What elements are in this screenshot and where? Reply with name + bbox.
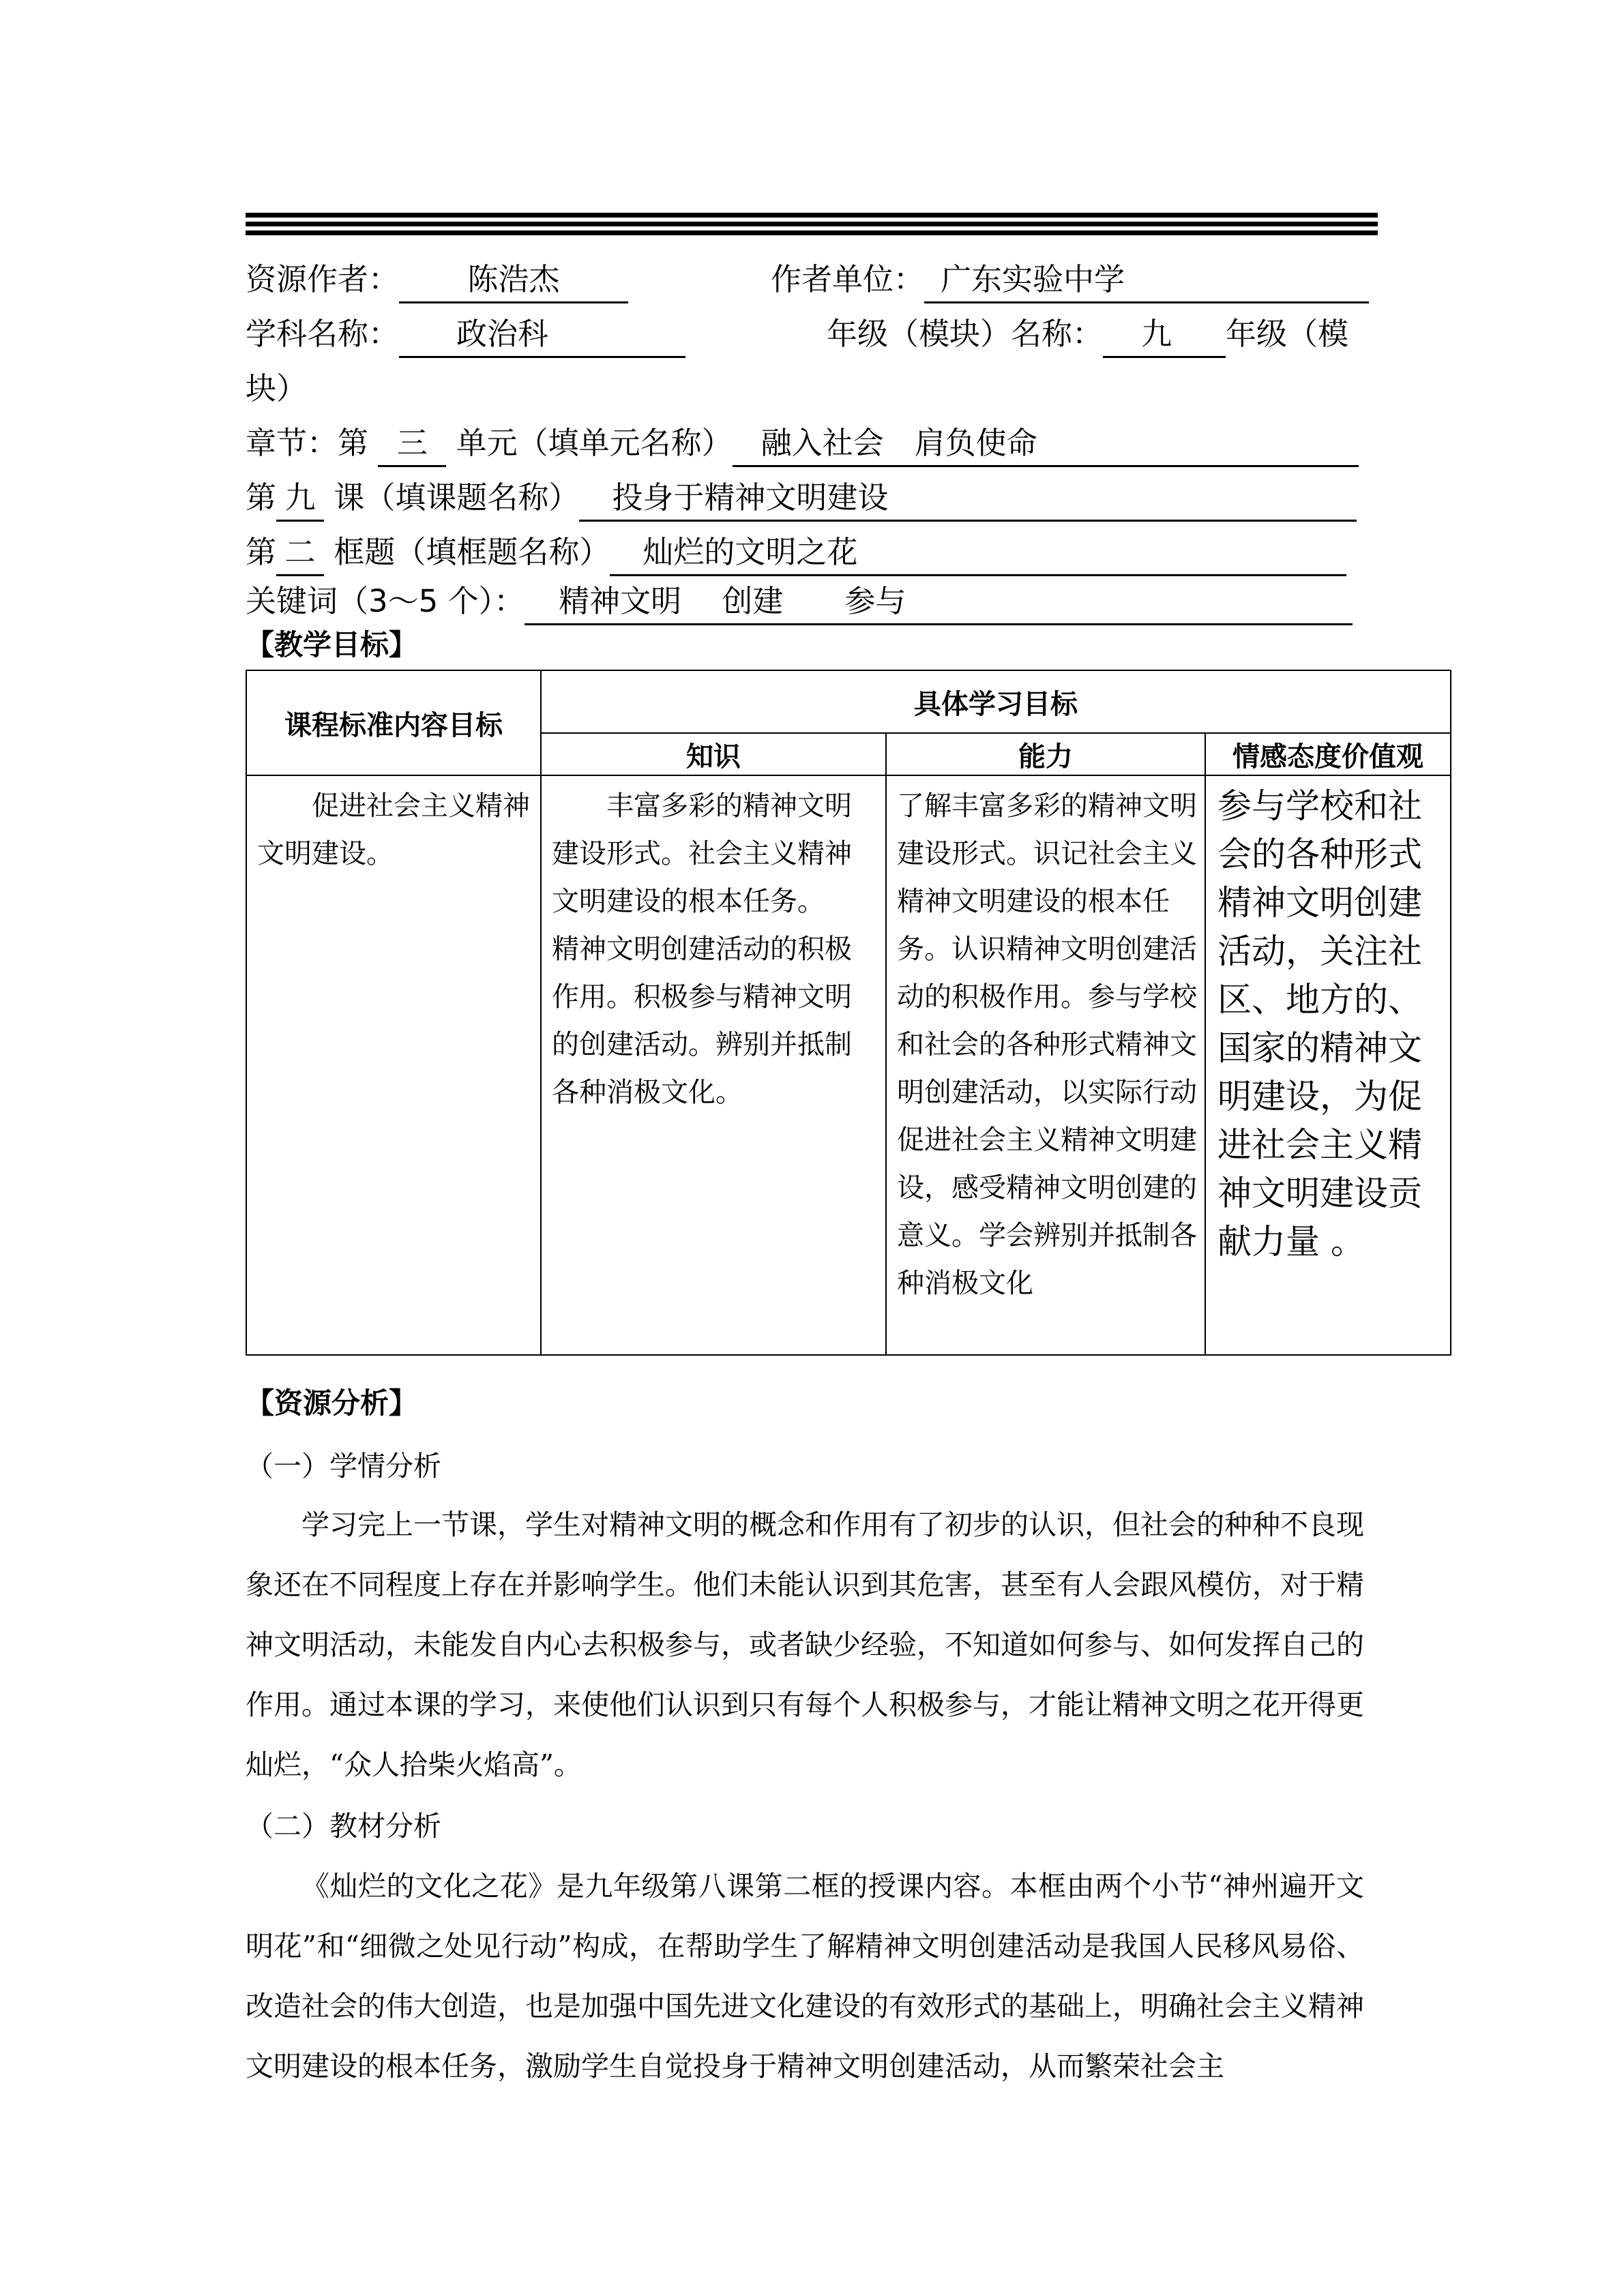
emotion-text: 参与学校和社会的各种形式精神文明创建活动，关注社区、地方的、国家的精神文明建设，为促进社会主义精神文明建设贡献力量 。 <box>1217 786 1422 1262</box>
grade-suffix: 年级（模 <box>1226 316 1349 352</box>
subsection-student-analysis: （一）学情分析 <box>246 1450 441 1482</box>
author-label: 资源作者： <box>246 261 400 297</box>
ability-cell <box>886 775 1205 1355</box>
subject-row <box>246 314 685 358</box>
header-double-rule <box>246 213 1378 239</box>
author-row <box>246 259 628 303</box>
chapter-row <box>246 423 1359 467</box>
knowledge-text-2: 精神文明创建活动的积极作用。积极参与精神文明的创建活动。辨别并抵制各种消极文化。 <box>552 934 852 1108</box>
frame-number: 二 <box>276 532 324 576</box>
frame-prefix: 第 <box>246 534 277 570</box>
textbook-analysis-paragraph: 《灿烂的文化之花》是九年级第八课第二框的授课内容。本框由两个小节“神州遍开文明花”和“细微之处见行动”构成，在帮助学生了解精神文明创建活动是我国人民移风易俗、改造社会的伟大创造，也是加强中国先进文化建设的有效形式的基础上，明确社会主义精神文明建设的根本任务，激励学生自觉投身于精神文明创建活动，从而繁荣社会主 <box>246 1870 1364 2083</box>
chapter-label: 章节：第 <box>246 425 369 461</box>
lesson-prefix: 第 <box>246 479 277 516</box>
lesson-number: 九 <box>276 477 324 522</box>
standard-text: 促进社会主义精神文明建设。 <box>257 790 530 869</box>
keywords-value: 精神文明 创建 参与 <box>525 581 1353 625</box>
chapter-number: 三 <box>378 423 446 467</box>
teaching-goals-table <box>246 670 1451 1356</box>
header-rule-3 <box>246 230 1378 235</box>
student-analysis-paragraph: 学习完上一节课，学生对精神文明的概念和作用有了初步的认识，但社会的种种不良现象还在不同程度上存在并影响学生。他们未能认识到其危害，甚至有人会跟风模仿，对于精神文明活动，未能发自内心去积极参与，或者缺少经验，不知道如何参与、如何发挥自己的作用。通过本课的学习，来使他们认识到只有每个人积极参与，才能让精神文明之花开得更灿烂，“众人拾柴火焰高”。 <box>246 1508 1364 1781</box>
emotion-cell <box>1205 775 1451 1355</box>
lesson-name: 投身于精神文明建设 <box>579 477 1357 522</box>
frame-mid-text: 框题（填框题名称） <box>334 534 610 570</box>
subject-value: 政治科 <box>399 314 685 358</box>
unit-row <box>771 259 1369 303</box>
header-emotion: 情感态度价值观 <box>1205 733 1451 775</box>
subsection-textbook-analysis: （二）教材分析 <box>246 1810 441 1843</box>
lesson-mid-text: 课（填课题名称） <box>334 479 580 516</box>
frame-name: 灿烂的文明之花 <box>610 532 1346 576</box>
grade-row <box>827 314 1348 358</box>
ability-text: 了解丰富多彩的精神文明建设形式。识记社会主义精神文明建设的根本任务。认识精神文明创建活动的积极作用。参与学校和社会的各种形式精神文明创建活动，以实际行动促进社会主义精神文明建设，感受精神文明创建的意义。学会辨别并抵制各种消极文化 <box>897 790 1197 1299</box>
author-value: 陈浩杰 <box>399 259 628 303</box>
lesson-row <box>246 477 1357 522</box>
header-rule-1 <box>246 213 1378 218</box>
textbook-analysis-body <box>246 1856 1364 2096</box>
grade-suffix-line <box>246 368 307 409</box>
standard-cell <box>246 775 541 1355</box>
teaching-goals-title: 【教学目标】 <box>246 628 418 661</box>
unit-label: 作者单位： <box>771 261 925 297</box>
student-analysis-body <box>246 1495 1364 1795</box>
chapter-mid-text: 单元（填单元名称） <box>456 425 733 461</box>
grade-suffix-2: 块） <box>246 370 308 406</box>
frame-row <box>246 532 1346 576</box>
header-ability: 能力 <box>886 733 1205 775</box>
header-standard: 课程标准内容目标 <box>246 670 541 775</box>
knowledge-text-1: 丰富多彩的精神文明建设形式。社会主义精神文明建设的根本任务。 <box>552 790 852 917</box>
header-knowledge: 知识 <box>541 733 886 775</box>
grade-value: 九 <box>1103 314 1226 358</box>
knowledge-cell <box>541 775 886 1355</box>
header-specific: 具体学习目标 <box>541 670 1451 733</box>
chapter-name: 融入社会 肩负使命 <box>733 423 1359 467</box>
keywords-row <box>246 581 1353 625</box>
unit-value: 广东实验中学 <box>924 259 1369 303</box>
grade-label: 年级（模块）名称： <box>827 316 1104 352</box>
keywords-label: 关键词（3～5 个）： <box>246 583 525 619</box>
resource-analysis-title: 【资源分析】 <box>246 1386 418 1420</box>
subject-label: 学科名称： <box>246 316 400 352</box>
header-rule-2 <box>246 222 1378 226</box>
